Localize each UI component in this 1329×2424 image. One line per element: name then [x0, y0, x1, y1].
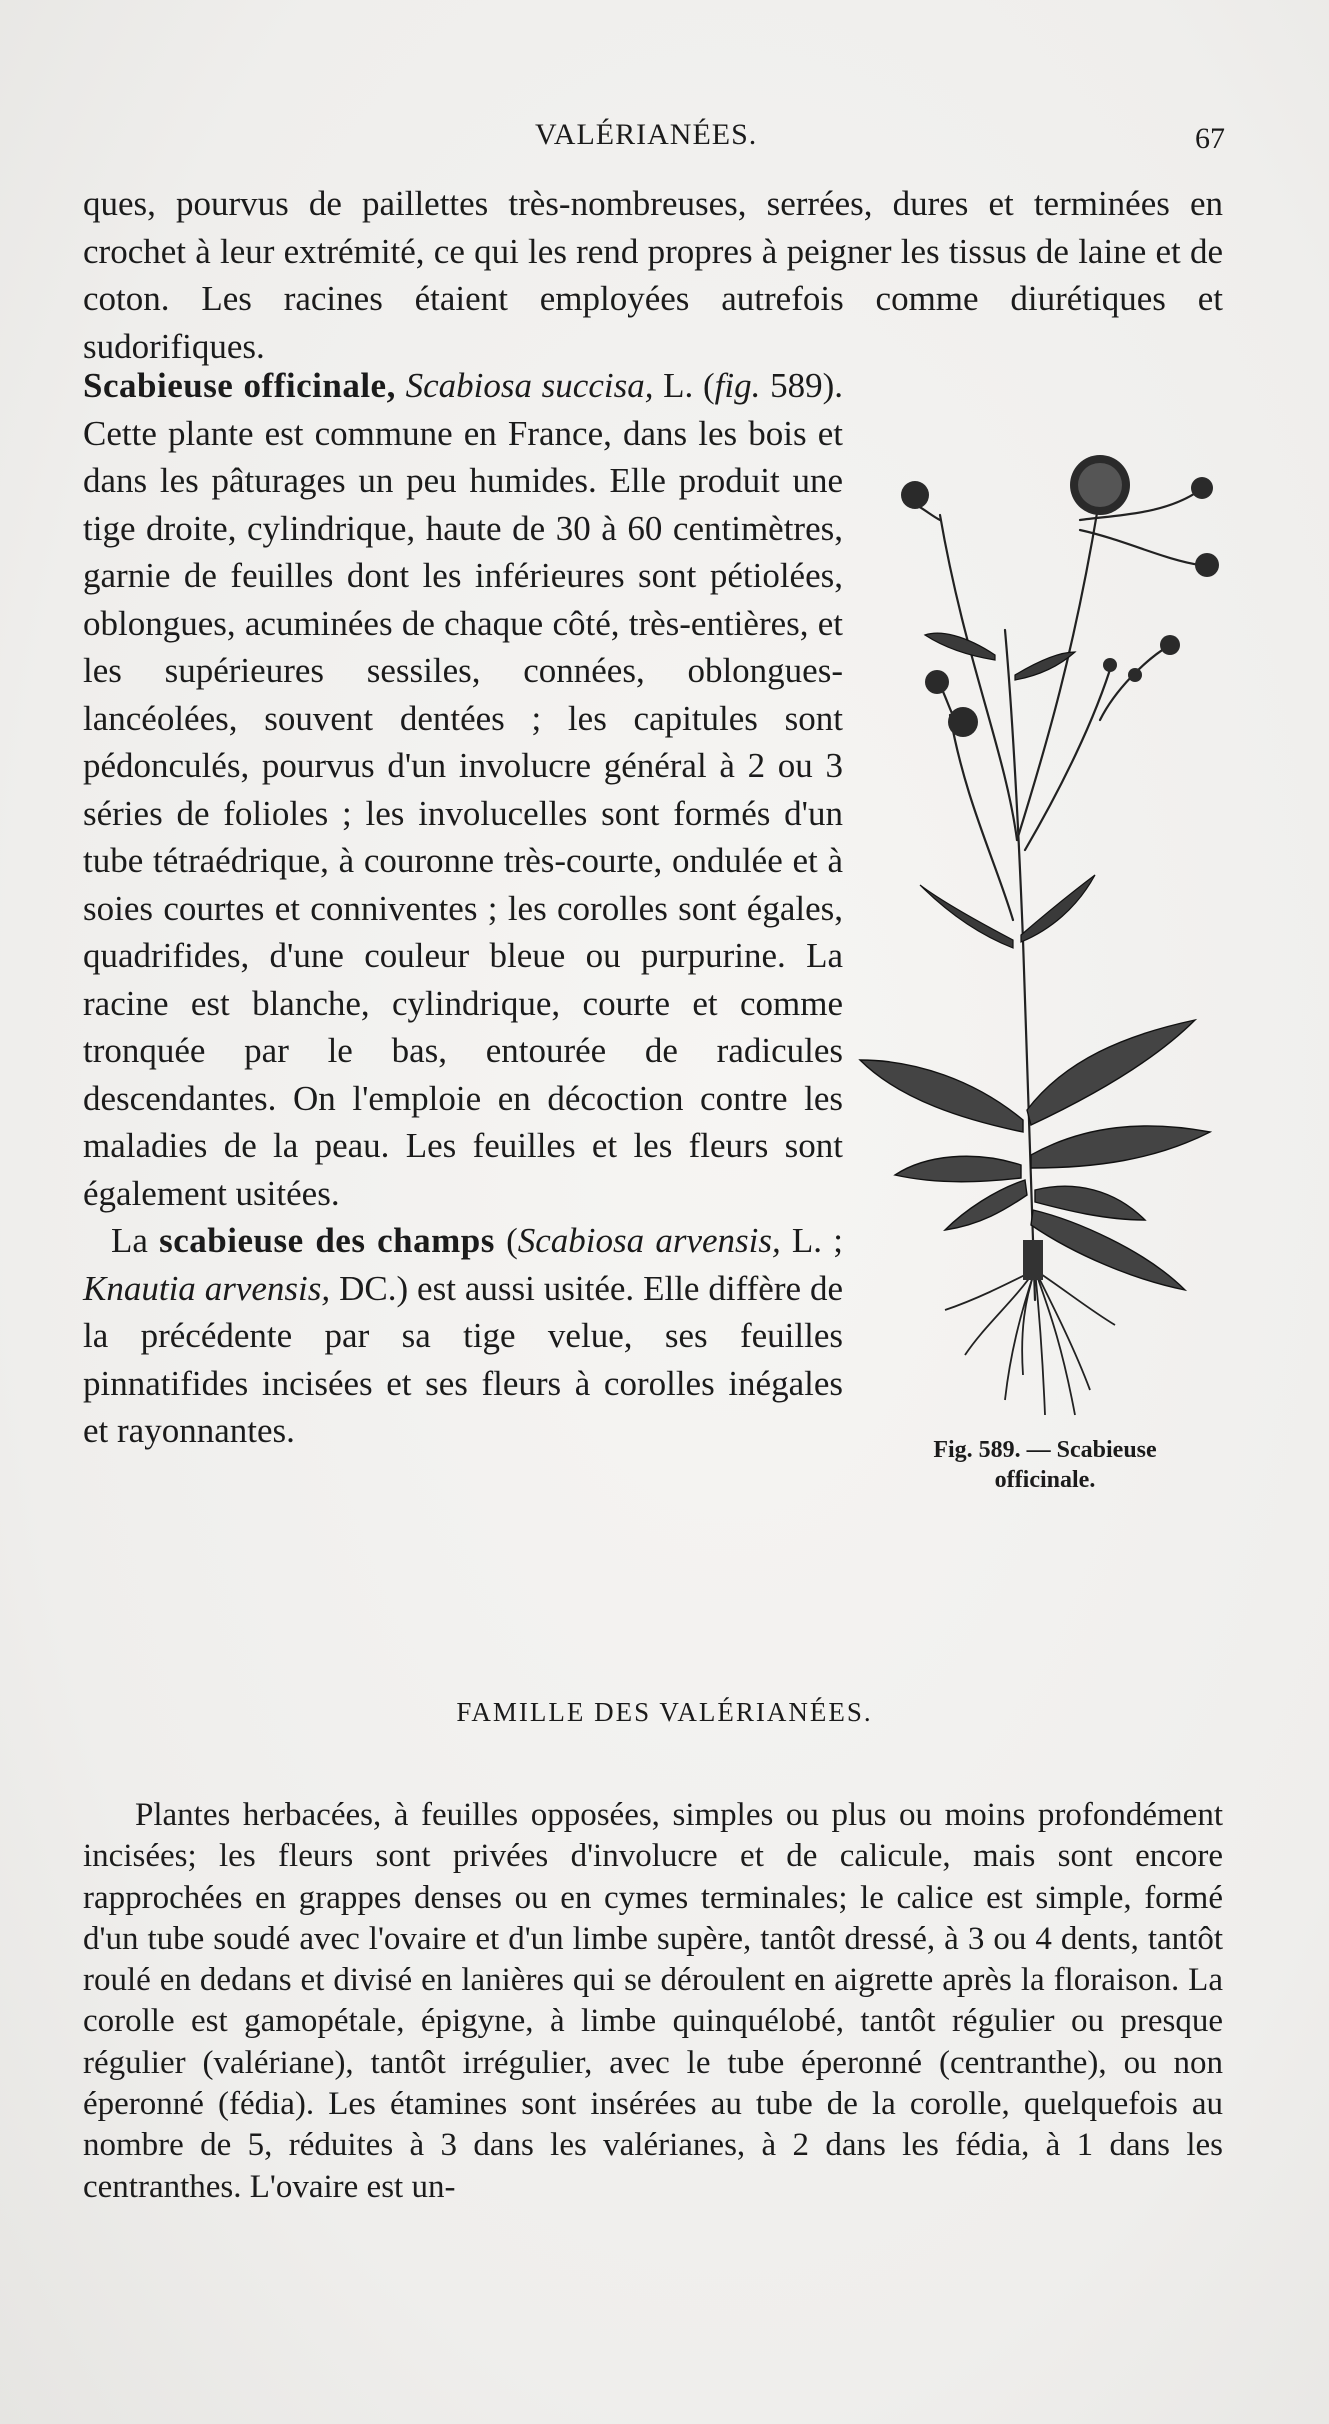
flower-head-far-right: [1195, 553, 1219, 577]
stem-branch-left: [940, 515, 1017, 840]
figure-caption: [880, 1435, 1210, 1495]
basal-leaf-3: [1031, 1126, 1210, 1168]
basal-leaf-2: [860, 1060, 1023, 1132]
flower-head-right: [1191, 477, 1213, 499]
basal-leaf-6: [1031, 1210, 1185, 1290]
caption-line-2: officinale.: [994, 1467, 1096, 1493]
continuation-paragraph: ques, pourvus de paillettes très-nombreuses, serrées, dures et terminées en crochet à leur extrémité, ce qui les rend propres à peigner les tissus de laine et de coton. Les racines étaient employées autrefois comme diurétiques et sudorifiques.: [83, 184, 1223, 366]
page-number: 67: [1195, 122, 1225, 155]
species-name: Scabieuse officinale,: [83, 366, 396, 405]
champs-description: DC.) est aussi usitée. Elle diffère de la précédente par sa tige velue, ses feuilles pinnatifides incisées et ses fleurs à corolles inégales et rayonnantes.: [83, 1268, 843, 1450]
lead-text: La: [111, 1221, 160, 1260]
basal-leaf-4: [895, 1156, 1021, 1181]
flower-head-low-left: [925, 670, 949, 694]
running-head: VALÉRIANÉES.: [535, 118, 758, 151]
flower-head-low: [948, 707, 978, 737]
page-header: [0, 118, 1329, 158]
basal-leaf-7: [945, 1180, 1027, 1230]
roots: [945, 1270, 1115, 1415]
plant-engraving: [845, 420, 1225, 1430]
flower-head-left: [901, 481, 929, 509]
section-title: FAMILLE DES VALÉRIANÉES.: [456, 1697, 873, 1727]
stem-leaf-left: [920, 885, 1013, 948]
paren-open: (: [494, 1221, 518, 1260]
description-text: Cette plante est commune en France, dans les bois et dans les pâturages un peu humides. Elle produit une tige droite, cylindrique, haute de 30 à 60 centimètres, garnie de feuilles dont les inférieures sont pétiolées, oblongues, acuminées de chaque côté, très-entières, et les supérieures sessiles, connées, oblongues-lancéolées, souvent dentées ; les capitules sont pédonculés, pourvus d'un involucre général à 2 ou 3 séries de folioles ; les involucelles sont formés d'un tube tétraédrique, à couronne très-courte, ondulée et à soies courtes et conniventes ; les corolles sont égales, quadrifides, d'une couleur bleue ou purpurine. La racine est blanche, cylindrique, courte et comme tronquée par le bas, entourée de radicules descendantes. On l'emploie en décoction contre les maladies de la peau. Les feuilles et les fleurs sont également usitées.: [83, 413, 843, 1213]
valerianees-description: [83, 1795, 1223, 2208]
stem-leaf-right: [1021, 875, 1095, 942]
valerianees-paragraph: Plantes herbacées, à feuilles opposées, simples ou plus ou moins profondément incisées; les fleurs sont privées d'involucre et de calicule, mais sont encore rapprochées en grappes denses ou en cymes terminales; le calice est simple, formé d'un tube soudé avec l'ovaire et d'un limbe supère, tantôt dressé, à 3 ou 4 dents, tantôt roulé en dedans et divisé en lanières qui se déroulent en aigrette après la floraison. La corolle est gamopétale, épigyne, à limbe quinquélobé, tantôt régulier ou presque régulier (valériane), tantôt irrégulier, avec le tube éperonné (centranthe), ou non éperonné (fédia). Les étamines sont insérées au tube de la corolle, quelquefois au nombre de 5, réduites à 3 dans les valérianes, à 2 dans les fédia, à 1 dans les centranthes. L'ovaire est un-: [83, 1797, 1223, 2205]
fig-number: 589).: [760, 366, 843, 405]
species-name-champs: scabieuse des champs: [159, 1221, 495, 1260]
upper-leaf-left: [925, 633, 995, 660]
latin-name-2: Knautia arvensis,: [83, 1268, 331, 1308]
fig-ref: fig.: [714, 366, 761, 405]
mid-text: L. ;: [780, 1221, 843, 1260]
latin-name-1: Scabiosa arvensis,: [517, 1221, 781, 1260]
basal-leaf-1: [1027, 1020, 1195, 1125]
caption-line-1: Fig. 589. — Scabieuse: [933, 1437, 1157, 1463]
root-crown: [1023, 1240, 1043, 1280]
stem-branch-right: [1025, 660, 1113, 850]
scabieuse-illustration: [845, 420, 1225, 1430]
flower-head-mid-right: [1160, 635, 1180, 655]
latin-name: Scabiosa succisa,: [405, 366, 654, 405]
stem-branch-low-left: [950, 715, 1013, 920]
author-abbrev: L. (: [653, 366, 715, 405]
